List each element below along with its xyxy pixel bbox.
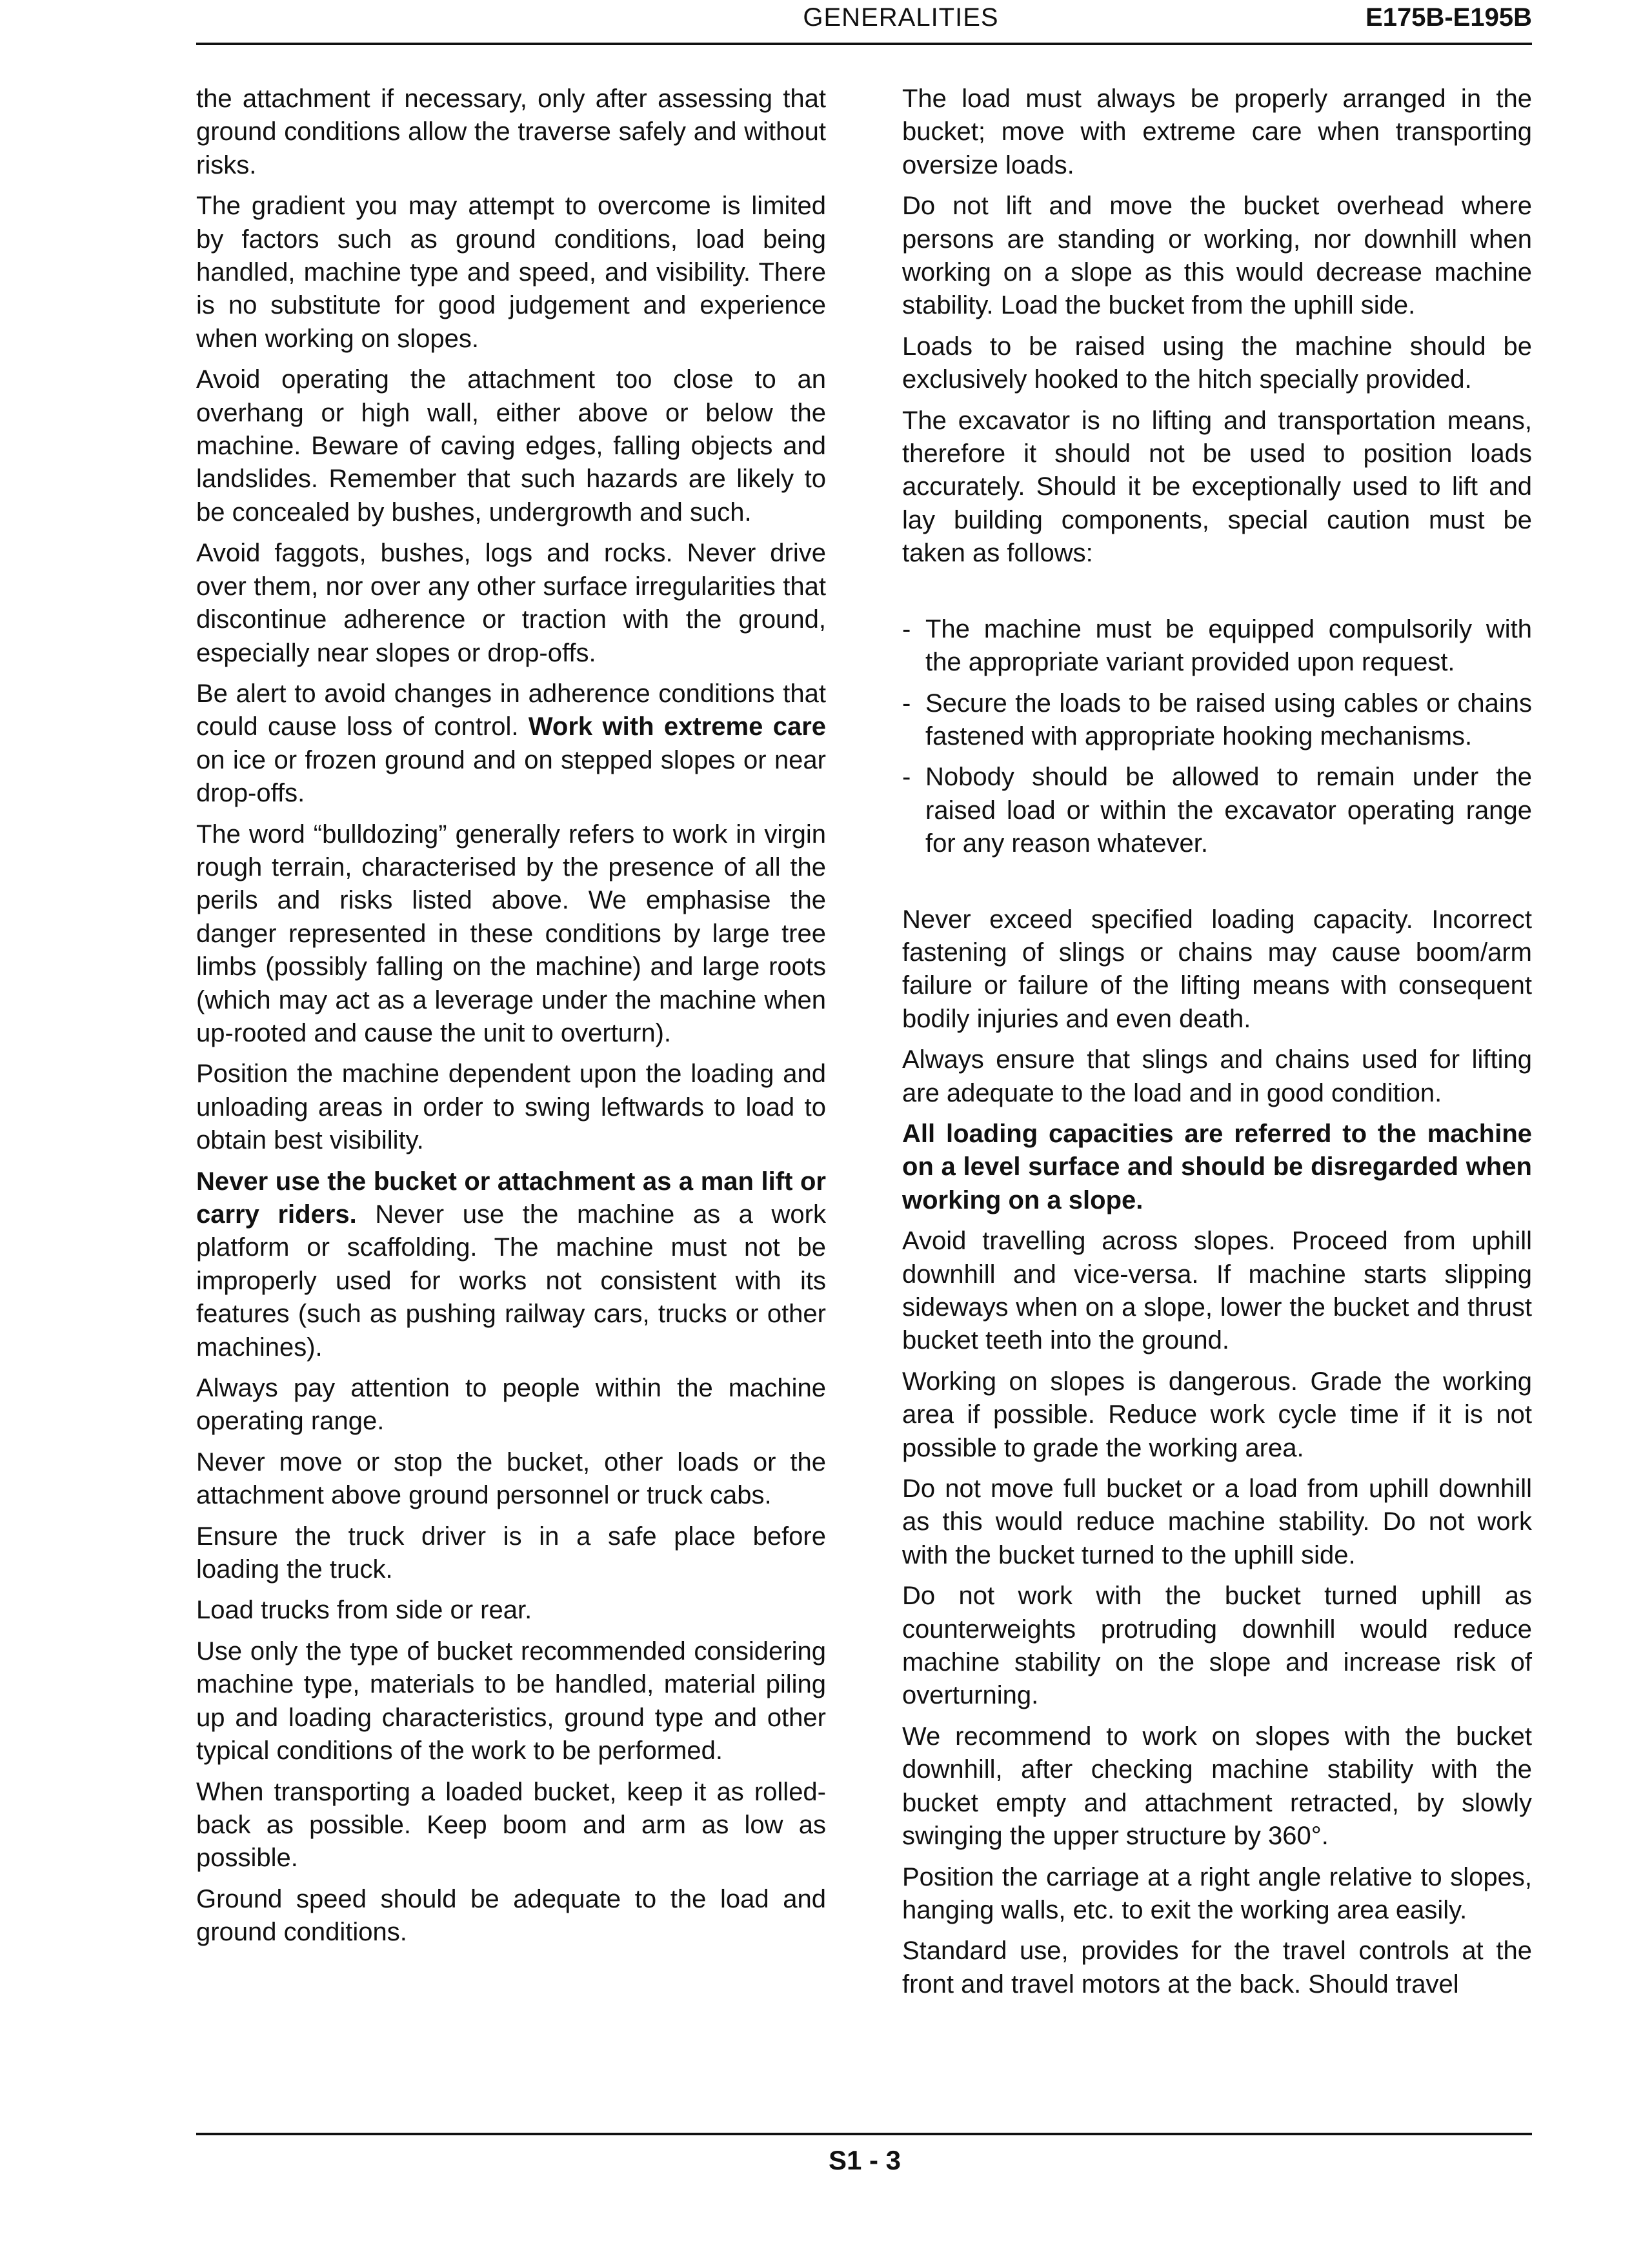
- paragraph: The load must always be properly arranged in the bucket; move with extreme care when transporting oversize loads.: [902, 85, 1532, 179]
- paragraph: Position the carriage at a right angle relative to slopes, hanging walls, etc. to exit the working area easily.: [902, 1862, 1532, 1924]
- paragraph: [196, 1165, 826, 1364]
- list-item: - The machine must be equipped compulsorily with the appropriate variant provided upon request.: [902, 613, 1532, 680]
- header-model-number: E175B-E195B: [1365, 3, 1532, 32]
- paragraph: Always ensure that slings and chains used for lifting are adequate to the load and in good condition.: [902, 1045, 1532, 1107]
- right-column: [902, 83, 1532, 2009]
- footer-divider: [196, 2133, 1532, 2135]
- paragraph: [196, 678, 826, 810]
- header-divider: [196, 43, 1532, 45]
- paragraph: We recommend to work on slopes with the bucket downhill, after checking machine stability with the bucket empty and attachment retracted, by slowly swinging the upper structure by 360°.: [902, 1722, 1532, 1851]
- paragraph: Position the machine dependent upon the loading and unloading areas in order to swing leftwards to load to obtain best visibility.: [196, 1060, 826, 1155]
- left-column: [196, 83, 826, 1957]
- emphasis-text: Never use the bucket or attachment as a man lift or carry riders.: [196, 1167, 826, 1229]
- paragraph: Load trucks from side or rear.: [196, 1596, 532, 1625]
- paragraph: Working on slopes is dangerous. Grade the working area if possible. Reduce work cycle time if it is not possible to grade the working area.: [902, 1367, 1532, 1462]
- paragraph: Do not move full bucket or a load from uphill downhill as this would reduce machine stability. Do not work with the bucket turned to the uphill side.: [902, 1475, 1532, 1569]
- paragraph: Do not work with the bucket turned uphill as counterweights protruding downhill would reduce machine stability on the slope and increase risk of overturning.: [902, 1582, 1532, 1710]
- paragraph-text: Never use the machine as a work platform or scaffolding. The machine must not be improperly used for works not consistent with its features (such as pushing railway cars, trucks or other machines).: [196, 1200, 826, 1362]
- paragraph: the attachment if necessary, only after assessing that ground conditions allow the traverse safely and without risks.: [196, 85, 826, 179]
- paragraph-text: on ice or frozen ground and on stepped slopes or near drop-offs.: [196, 745, 826, 808]
- paragraph: Use only the type of bucket recommended considering machine type, materials to be handled, material piling up and loading characteristics, ground type and other typical conditions of the work to be performed.: [196, 1636, 826, 1766]
- paragraph: The word “bulldozing” generally refers to work in virgin rough terrain, characterised by the presence of all the perils and risks listed above. We emphasise the danger represented in these conditions by large tree limbs (possibly falling on the machine) and large roots (which may act as a leverage under the machine when up-rooted and cause the unit to overturn).: [196, 820, 826, 1047]
- paragraph: [902, 1118, 1532, 1217]
- paragraph: The excavator is no lifting and transportation means, therefore it should not be used to position loads accurately. Should it be exceptionally used to lift and lay building components, special caution must be taken as follows:: [902, 406, 1532, 568]
- paragraph: Ensure the truck driver is in a safe place before loading the truck.: [196, 1522, 826, 1584]
- page-number: S1 - 3: [828, 2145, 902, 2175]
- paragraph: Standard use, provides for the travel controls at the front and travel motors at the back. Should travel: [902, 1937, 1532, 1998]
- header-section-title: GENERALITIES: [803, 3, 999, 32]
- paragraph: Never exceed specified loading capacity. Incorrect fastening of slings or chains may cause boom/arm failure or failure of the lifting means with consequent bodily injuries and even death.: [902, 905, 1532, 1033]
- paragraph: The gradient you may attempt to overcome is limited by factors such as ground conditions, load being handled, machine type and speed, and visibility. There is no substitute for good judgement and experience when working on slopes.: [196, 192, 826, 353]
- paragraph: Loads to be raised using the machine should be exclusively hooked to the hitch specially provided.: [902, 332, 1532, 394]
- bold-note: All loading capacities are referred to the machine on a level surface and should be disregarded when working on a slope.: [902, 1119, 1532, 1214]
- paragraph: Avoid faggots, bushes, logs and rocks. Never drive over them, nor over any other surface irregularities that discontinue adherence or traction with the ground, especially near slopes or drop-offs.: [196, 539, 826, 667]
- paragraph: Never move or stop the bucket, other loads or the attachment above ground personnel or truck cabs.: [196, 1447, 826, 1510]
- list-item: - Secure the loads to be raised using cables or chains fastened with appropriate hooking mechanisms.: [902, 687, 1532, 754]
- paragraph: When transporting a loaded bucket, keep it as rolled-back as possible. Keep boom and arm as low as possible.: [196, 1777, 826, 1873]
- paragraph: Avoid operating the attachment too close to an overhang or high wall, either above or below the machine. Beware of caving edges, falling objects and landslides. Remember that such hazards are likely to be concealed by bushes, undergrowth and such.: [196, 365, 826, 527]
- paragraph-text: Be alert to avoid changes in adherence conditions that could cause loss of control.: [196, 679, 826, 741]
- paragraph: Ground speed should be adequate to the load and ground conditions.: [196, 1884, 826, 1947]
- list-item: - Nobody should be allowed to remain under the raised load or within the excavator operating range for any reason whatever.: [902, 761, 1532, 860]
- lifting-precautions-list: [902, 613, 1532, 861]
- emphasis-text: Work with extreme care: [528, 712, 827, 741]
- paragraph: Avoid travelling across slopes. Proceed from uphill downhill and vice-versa. If machine starts slipping sideways when on a slope, lower the bucket and thrust bucket teeth into the ground.: [902, 1227, 1532, 1355]
- paragraph: Always pay attention to people within the machine operating range.: [196, 1374, 826, 1436]
- paragraph: Do not lift and move the bucket overhead where persons are standing or working, nor downhill when working on a slope as this would decrease machine stability. Load the bucket from the uphill side.: [902, 192, 1532, 320]
